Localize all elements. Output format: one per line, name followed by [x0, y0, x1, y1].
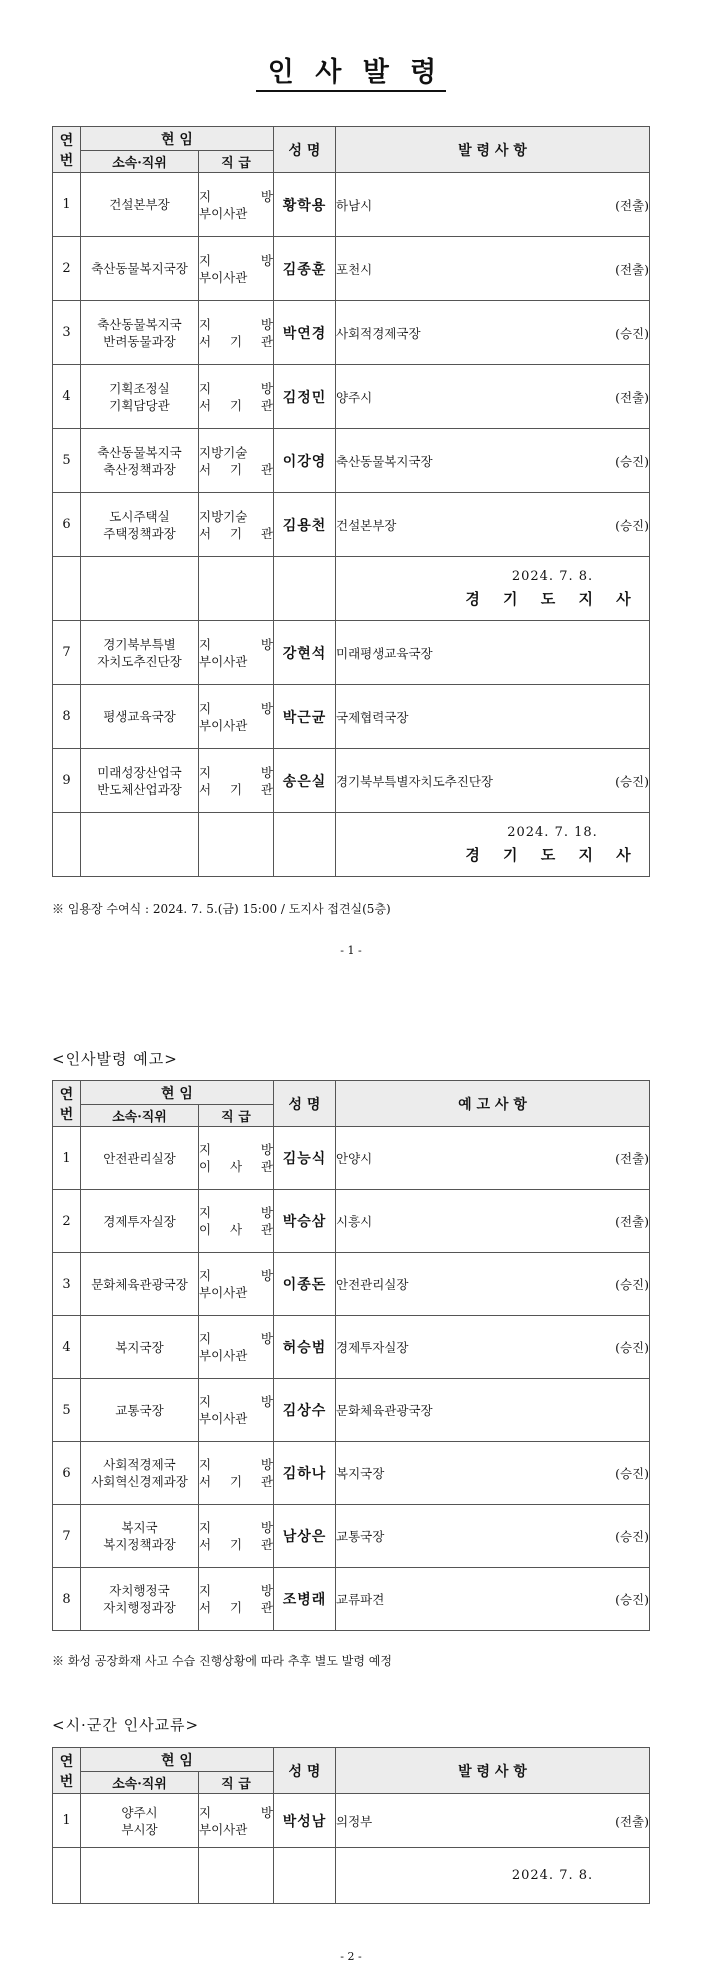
table-row [53, 173, 650, 237]
action-cell [336, 621, 650, 685]
grade-cell [199, 1316, 274, 1379]
action-cell [336, 1253, 650, 1316]
header-no: 연번 [53, 1748, 81, 1794]
department-line-1: 건설본부장 [109, 197, 170, 212]
grade-line-2: 서 기 관 [199, 1474, 273, 1489]
department-line-2: 반도체산업과장 [97, 781, 182, 797]
department-cell [81, 301, 199, 365]
row-number: 5 [53, 1379, 81, 1442]
action-tag: (승진) [615, 1340, 649, 1355]
table-row [53, 1190, 650, 1253]
action-cell [336, 1442, 650, 1505]
department-line-1: 자치행정국 [109, 1583, 170, 1598]
action-cell [336, 1794, 650, 1848]
grade-line-2: 부이사관 [199, 1411, 248, 1426]
grade-line-1: 지 방 [199, 1804, 273, 1820]
person-name: 김능식 [274, 1127, 336, 1190]
ceremony-note: ※ 임용장 수여식 : 2024. 7. 5.(금) 15:00 / 도지사 접견실(5층) [52, 902, 391, 916]
signature-row [53, 1848, 650, 1904]
person-name: 황학용 [274, 173, 336, 237]
department-line-2: 자치도추진단장 [97, 653, 182, 669]
action-text: 사회적경제국장 [336, 325, 421, 341]
department-line-2: 복지정책과장 [103, 1537, 176, 1552]
action-tag: (전출) [615, 197, 649, 213]
action-cell [336, 365, 650, 429]
header-no: 연번 [53, 127, 81, 173]
table-row [53, 429, 650, 493]
action-text: 축산동물복지국장 [336, 453, 433, 469]
grade-cell [199, 621, 274, 685]
table-row [53, 1316, 650, 1379]
grade-line-1: 지 방 [199, 188, 273, 204]
action-cell [336, 301, 650, 365]
grade-cell [199, 1253, 274, 1316]
department-cell [81, 1505, 199, 1568]
header-name: 성 명 [274, 1748, 336, 1794]
page-number: - 1 - [340, 944, 362, 957]
action-tag: (전출) [615, 1214, 649, 1229]
action-text: 양주시 [336, 389, 373, 405]
department-line-2: 축산정책과장 [103, 461, 176, 477]
grade-line-1: 지 방 [199, 1457, 273, 1472]
grade-cell [199, 685, 274, 749]
header-action: 발 령 사 항 [336, 127, 650, 173]
row-number: 3 [53, 301, 81, 365]
person-name: 박근균 [274, 685, 336, 749]
header-dept: 소속·직위 [81, 1772, 199, 1794]
table-row [53, 493, 650, 557]
department-line-2: 반려동물과장 [103, 333, 176, 349]
action-cell [336, 237, 650, 301]
action-tag: (승진) [615, 325, 649, 341]
grade-line-1: 지 방 [199, 1520, 273, 1535]
document-title: 인 사 발 령 [0, 50, 702, 89]
grade-cell [199, 1379, 274, 1442]
fire-note: ※ 화성 공장화재 사고 수습 진행상황에 따라 추후 별도 발령 예정 [52, 1654, 392, 1668]
action-tag: (승진) [615, 1592, 649, 1607]
row-number: 3 [53, 1253, 81, 1316]
table-row [53, 301, 650, 365]
department-cell [81, 429, 199, 493]
department-cell [81, 1379, 199, 1442]
table-row [53, 1568, 650, 1631]
department-cell [81, 1316, 199, 1379]
table-row [53, 749, 650, 813]
grade-cell [199, 301, 274, 365]
department-line-2: 자치행정과장 [103, 1600, 176, 1615]
row-number: 7 [53, 1505, 81, 1568]
sign-date: 2024. 7. 8. [511, 568, 594, 584]
person-name: 강현석 [274, 621, 336, 685]
grade-cell [199, 749, 274, 813]
action-tag: (승진) [615, 773, 649, 789]
action-tag: (전출) [615, 389, 649, 405]
row-number: 1 [53, 1794, 81, 1848]
action-text: 안양시 [336, 1151, 373, 1166]
header-current: 현 임 [81, 1748, 274, 1772]
grade-line-2: 부이사관 [199, 1285, 248, 1300]
person-name: 조병래 [274, 1568, 336, 1631]
header-dept: 소속·직위 [81, 151, 199, 173]
grade-line-2: 서 기 관 [199, 1600, 273, 1615]
sign-date: 2024. 7. 8. [511, 1868, 594, 1883]
department-line-1: 경제투자실장 [103, 1213, 176, 1229]
action-cell [336, 1379, 650, 1442]
action-text: 복지국장 [336, 1466, 385, 1481]
department-cell [81, 173, 199, 237]
table-row [53, 1442, 650, 1505]
section-title-exchange: <시·군간 인사교류> [52, 1716, 200, 1734]
table-row [53, 1794, 650, 1848]
grade-line-1: 지 방 [199, 1331, 273, 1346]
person-name: 김하나 [274, 1442, 336, 1505]
row-number: 7 [53, 621, 81, 685]
exchange-table [52, 1747, 650, 1904]
department-cell [81, 749, 199, 813]
grade-line-2: 부이사관 [199, 269, 248, 285]
grade-line-2: 부이사관 [199, 717, 248, 733]
grade-line-1: 지 방 [199, 316, 273, 332]
grade-cell [199, 237, 274, 301]
table-row [53, 1253, 650, 1316]
row-number: 4 [53, 365, 81, 429]
person-name: 박승삼 [274, 1190, 336, 1253]
grade-line-2: 부이사관 [199, 1821, 248, 1837]
grade-line-1: 지 방 [199, 252, 273, 268]
department-cell [81, 237, 199, 301]
person-name: 이종돈 [274, 1253, 336, 1316]
person-name: 김정민 [274, 365, 336, 429]
action-cell [336, 1127, 650, 1190]
grade-cell [199, 1505, 274, 1568]
department-line-2: 주택정책과장 [103, 525, 176, 541]
row-number: 5 [53, 429, 81, 493]
row-number: 9 [53, 749, 81, 813]
person-name: 허승범 [274, 1316, 336, 1379]
action-tag: (전출) [615, 1151, 649, 1166]
person-name: 김상수 [274, 1379, 336, 1442]
header-no: 연번 [53, 1081, 81, 1127]
person-name: 남상은 [274, 1505, 336, 1568]
header-grade: 직 급 [199, 1772, 274, 1794]
action-tag: (승진) [615, 1466, 649, 1481]
department-line-1: 복지국장 [115, 1339, 164, 1355]
grade-line-2: 서 기 관 [199, 333, 273, 349]
grade-line-1: 지 방 [199, 1268, 273, 1283]
department-line-1: 기획조정실 [109, 380, 170, 396]
section-title-preview: <인사발령 예고> [52, 1050, 178, 1068]
person-name: 김용천 [274, 493, 336, 557]
action-cell [336, 1568, 650, 1631]
action-cell [336, 1190, 650, 1253]
action-cell [336, 429, 650, 493]
person-name: 박연경 [274, 301, 336, 365]
grade-line-2: 서 기 관 [199, 525, 273, 541]
grade-line-1: 지방기술 [199, 508, 248, 524]
grade-line-2: 부이사관 [199, 1348, 248, 1363]
action-cell [336, 749, 650, 813]
grade-line-1: 지 방 [199, 764, 273, 780]
department-cell [81, 621, 199, 685]
row-number: 8 [53, 1568, 81, 1631]
grade-line-1: 지방기술 [199, 444, 248, 460]
header-grade: 직 급 [199, 151, 274, 173]
header-grade: 직 급 [199, 1105, 274, 1127]
department-cell [81, 493, 199, 557]
department-cell [81, 365, 199, 429]
grade-line-2: 서 기 관 [199, 781, 273, 797]
action-cell [336, 493, 650, 557]
header-dept: 소속·직위 [81, 1105, 199, 1127]
grade-line-1: 지 방 [199, 1142, 273, 1157]
action-text: 하남시 [336, 197, 373, 213]
person-name: 이강영 [274, 429, 336, 493]
grade-cell [199, 1442, 274, 1505]
table-row [53, 1379, 650, 1442]
action-text: 경기북부특별자치도추진단장 [336, 773, 493, 789]
department-line-2: 사회혁신경제과장 [91, 1474, 188, 1489]
department-line-1: 양주시 [121, 1804, 158, 1820]
action-text: 국제협력국장 [336, 709, 409, 725]
action-tag: (전출) [615, 261, 649, 277]
sign-governor: 경 기 도 지 사 [465, 589, 640, 608]
grade-line-1: 지 방 [199, 1583, 273, 1598]
grade-line-2: 부이사관 [199, 205, 248, 221]
grade-cell [199, 365, 274, 429]
sign-governor: 경 기 도 지 사 [465, 845, 640, 864]
department-cell [81, 1253, 199, 1316]
action-tag: (승진) [615, 1277, 649, 1292]
action-tag: (승진) [615, 517, 649, 533]
grade-line-2: 이 사 관 [199, 1159, 273, 1174]
row-number: 1 [53, 1127, 81, 1190]
action-cell [336, 173, 650, 237]
table-row [53, 621, 650, 685]
department-cell [81, 1568, 199, 1631]
table-row [53, 1505, 650, 1568]
grade-cell [199, 1190, 274, 1253]
action-cell [336, 1505, 650, 1568]
department-line-1: 축산동물복지국 [97, 316, 182, 332]
signature-row [53, 813, 650, 877]
header-current: 현 임 [81, 1081, 274, 1105]
department-cell [81, 1127, 199, 1190]
action-text: 교류파견 [336, 1592, 385, 1607]
row-number: 4 [53, 1316, 81, 1379]
action-text: 안전관리실장 [336, 1277, 409, 1292]
department-cell [81, 1794, 199, 1848]
grade-line-1: 지 방 [199, 380, 273, 396]
header-name: 성 명 [274, 127, 336, 173]
department-cell [81, 1442, 199, 1505]
action-cell [336, 1316, 650, 1379]
header-current: 현 임 [81, 127, 274, 151]
preview-table [52, 1080, 650, 1631]
action-text: 포천시 [336, 261, 373, 277]
department-line-1: 복지국 [121, 1520, 158, 1535]
department-line-1: 축산동물복지국장 [91, 261, 188, 276]
grade-cell [199, 1794, 274, 1848]
department-cell [81, 685, 199, 749]
appointment-table-1 [52, 126, 650, 877]
row-number: 1 [53, 173, 81, 237]
department-line-2: 부시장 [121, 1821, 158, 1837]
action-text: 의정부 [336, 1813, 373, 1829]
grade-line-2: 부이사관 [199, 653, 248, 669]
header-name: 성 명 [274, 1081, 336, 1127]
action-text: 시흥시 [336, 1214, 373, 1229]
table-row [53, 1127, 650, 1190]
grade-line-2: 서 기 관 [199, 461, 273, 477]
grade-line-1: 지 방 [199, 1394, 273, 1409]
grade-line-2: 서 기 관 [199, 397, 273, 413]
action-tag: (전출) [615, 1813, 649, 1829]
department-line-1: 안전관리실장 [103, 1150, 176, 1166]
grade-cell [199, 1127, 274, 1190]
grade-cell [199, 429, 274, 493]
grade-cell [199, 493, 274, 557]
row-number: 6 [53, 493, 81, 557]
department-line-1: 도시주택실 [109, 508, 170, 524]
grade-line-1: 지 방 [199, 636, 273, 652]
department-line-1: 평생교육국장 [103, 709, 176, 724]
action-cell [336, 685, 650, 749]
sign-date: 2024. 7. 18. [507, 824, 598, 840]
table-row [53, 237, 650, 301]
action-text: 경제투자실장 [336, 1340, 409, 1355]
person-name: 김종훈 [274, 237, 336, 301]
header-action: 예 고 사 항 [336, 1081, 650, 1127]
grade-line-2: 이 사 관 [199, 1222, 273, 1237]
action-tag: (승진) [615, 1529, 649, 1544]
person-name: 송은실 [274, 749, 336, 813]
row-number: 2 [53, 1190, 81, 1253]
department-line-1: 경기북부특별 [103, 636, 176, 652]
department-line-1: 문화체육관광국장 [91, 1276, 188, 1292]
row-number: 6 [53, 1442, 81, 1505]
action-text: 교통국장 [336, 1529, 385, 1544]
signature-row [53, 557, 650, 621]
row-number: 8 [53, 685, 81, 749]
action-text: 미래평생교육국장 [336, 645, 433, 661]
department-cell [81, 1190, 199, 1253]
department-line-1: 교통국장 [115, 1402, 164, 1418]
department-line-1: 축산동물복지국 [97, 444, 182, 460]
action-text: 건설본부장 [336, 517, 397, 533]
grade-cell [199, 1568, 274, 1631]
department-line-1: 사회적경제국 [103, 1457, 176, 1472]
department-line-1: 미래성장산업국 [97, 764, 182, 780]
header-action: 발 령 사 항 [336, 1748, 650, 1794]
page-number: - 2 - [340, 1950, 362, 1963]
grade-line-1: 지 방 [199, 1205, 273, 1220]
action-text: 문화체육관광국장 [336, 1403, 433, 1418]
table-row [53, 365, 650, 429]
table-row [53, 685, 650, 749]
person-name: 박성남 [274, 1794, 336, 1848]
row-number: 2 [53, 237, 81, 301]
action-tag: (승진) [615, 453, 649, 469]
department-line-2: 기획담당관 [109, 397, 170, 413]
grade-cell [199, 173, 274, 237]
grade-line-2: 서 기 관 [199, 1537, 273, 1552]
grade-line-1: 지 방 [199, 700, 273, 716]
